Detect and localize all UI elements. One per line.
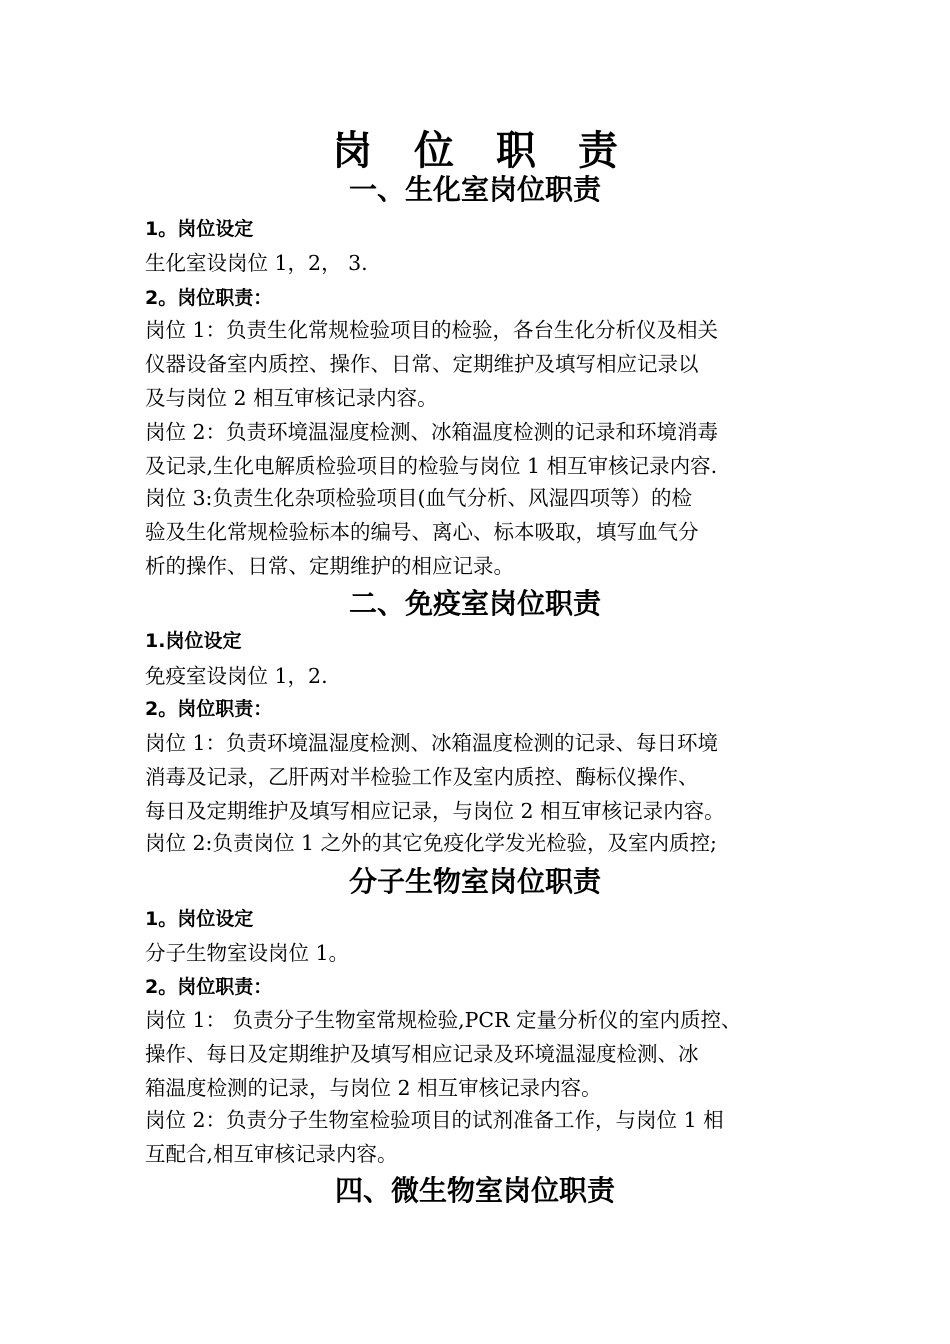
section-1-line-2: 仪器设备室内质控、操作、日常、定期维护及填写相应记录以 bbox=[145, 352, 699, 376]
section-heading-immunology: 二、免疫室岗位职责 bbox=[348, 587, 601, 620]
section-1-duty-label: 2。岗位职责： bbox=[145, 287, 273, 309]
document-title: 岗 位 职 责 bbox=[332, 128, 632, 174]
section-2-line-1: 岗位 1：负责环境温湿度检测、冰箱温度检测的记录、每日环境 bbox=[145, 731, 719, 755]
section-3-line-2: 操作、每日及定期维护及填写相应记录及环境温湿度检测、冰 bbox=[145, 1042, 699, 1066]
section-1-line-4: 岗位 2：负责环境温湿度检测、冰箱温度检测的记录和环境消毒 bbox=[145, 420, 719, 444]
section-1-line-7: 验及生化常规检验标本的编号、离心、标本吸取，填写血气分 bbox=[145, 520, 699, 544]
section-heading-microbiology: 四、微生物室岗位职责 bbox=[334, 1174, 615, 1207]
section-1-setup-label: 1。岗位设定 bbox=[145, 218, 254, 240]
section-heading-molecular: 分子生物室岗位职责 bbox=[348, 865, 601, 898]
section-2-setup-text: 免疫室设岗位 1，2. bbox=[145, 664, 328, 688]
section-3-setup-text: 分子生物室设岗位 1。 bbox=[145, 941, 350, 965]
section-2-line-3: 每日及定期维护及填写相应记录，与岗位 2 相互审核记录内容。 bbox=[145, 799, 725, 823]
section-3-line-3: 箱温度检测的记录，与岗位 2 相互审核记录内容。 bbox=[145, 1076, 602, 1100]
section-1-line-6: 岗位 3:负责生化杂项检验项目(血气分析、风湿四项等）的检 bbox=[145, 486, 692, 510]
section-1-line-1: 岗位 1：负责生化常规检验项目的检验，各台生化分析仪及相关 bbox=[145, 318, 719, 342]
section-3-line-1: 岗位 1： 负责分子生物室常规检验,PCR 定量分析仪的室内质控、 bbox=[145, 1008, 742, 1032]
section-3-line-5: 互配合,相互审核记录内容。 bbox=[145, 1142, 398, 1166]
section-2-duty-label: 2。岗位职责： bbox=[145, 698, 273, 720]
section-1-line-8: 析的操作、日常、定期维护的相应记录。 bbox=[145, 554, 514, 578]
section-2-line-2: 消毒及记录，乙肝两对半检验工作及室内质控、酶标仪操作、 bbox=[145, 765, 699, 789]
section-3-line-4: 岗位 2：负责分子生物室检验项目的试剂准备工作，与岗位 1 相 bbox=[145, 1108, 724, 1132]
section-3-duty-label: 2。岗位职责： bbox=[145, 976, 273, 998]
section-1-setup-text: 生化室设岗位 1，2， 3. bbox=[145, 251, 368, 275]
section-1-line-3: 及与岗位 2 相互审核记录内容。 bbox=[145, 386, 438, 410]
section-2-line-4: 岗位 2:负责岗位 1 之外的其它免疫化学发光检验，及室内质控; bbox=[145, 831, 717, 855]
section-heading-biochem: 一、生化室岗位职责 bbox=[348, 173, 601, 206]
section-1-line-5: 及记录,生化电解质检验项目的检验与岗位 1 相互审核记录内容. bbox=[145, 454, 718, 478]
section-3-setup-label: 1。岗位设定 bbox=[145, 908, 254, 930]
section-2-setup-label: 1.岗位设定 bbox=[145, 630, 242, 652]
